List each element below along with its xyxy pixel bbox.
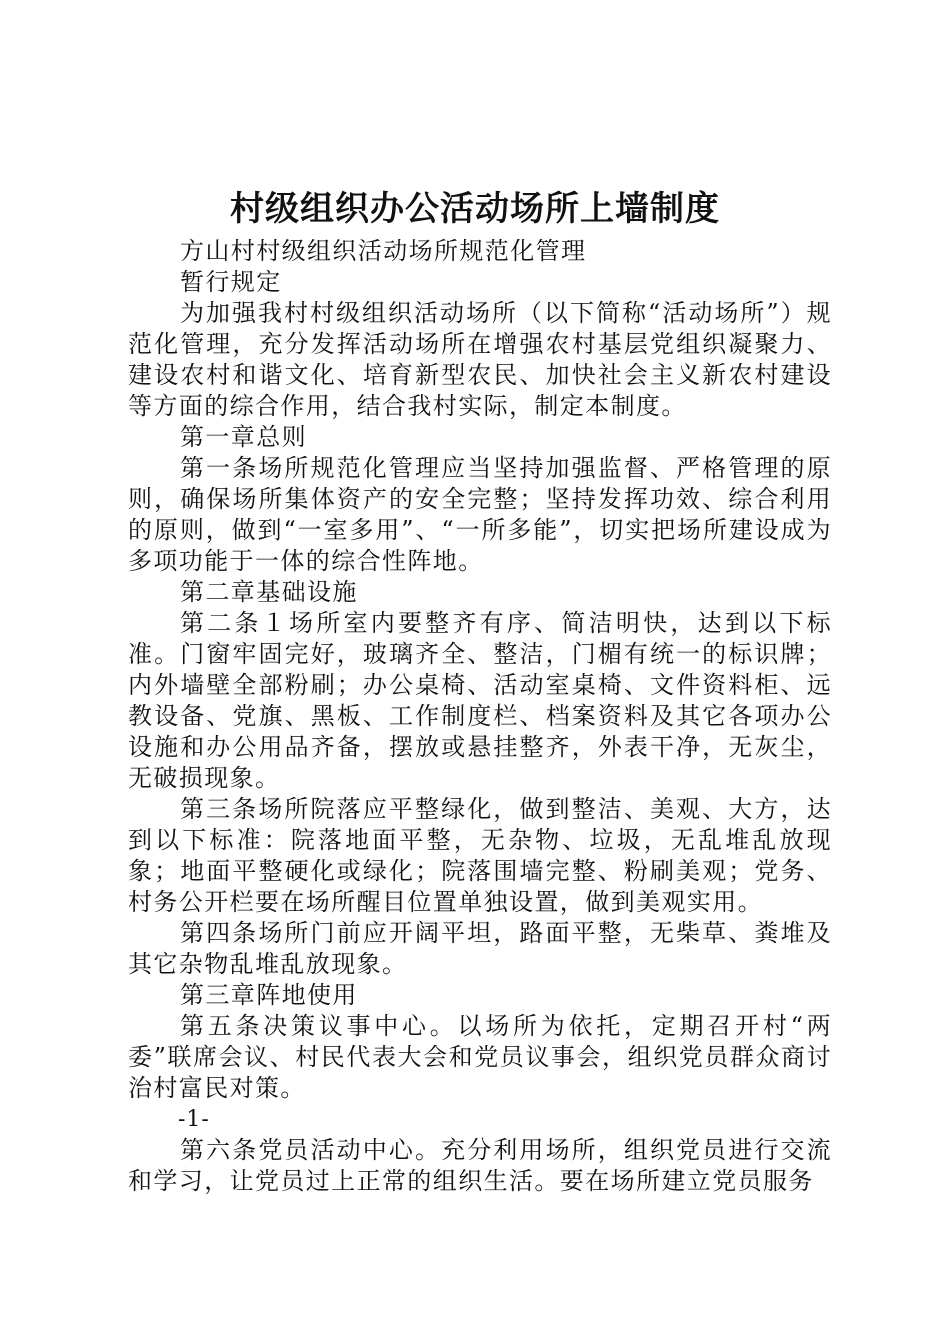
subtitle-line-2: 暂行规定	[180, 268, 282, 296]
article-4: 第四条场所门前应开阔平坦，路面平整，无柴草、粪堆及其它杂物乱堆乱放现象。	[128, 919, 832, 978]
article-3: 第三条场所院落应平整绿化，做到整洁、美观、大方，达到以下标准：院落地面平整，无杂物、垃圾，无乱堆乱放现象；地面平整硬化或绿化；院落围墙完整、粉刷美观；党务、村务公开栏要在场所醒目位置单独设置，做到美观实用。	[128, 795, 832, 916]
chapter-heading-2: 第二章基础设施	[180, 578, 358, 606]
article-6: 第六条党员活动中心。充分利用场所，组织党员进行交流和学习，让党员过上正常的组织生活。要在场所建立党员服务	[128, 1136, 832, 1195]
preamble-paragraph: 为加强我村村级组织活动场所（以下简称“活动场所”）规范化管理，充分发挥活动场所在增强农村基层党组织凝聚力、建设农村和谐文化、培育新型农民、加快社会主义新农村建设等方面的综合作用，结合我村实际，制定本制度。	[128, 299, 832, 420]
article-5: 第五条决策议事中心。以场所为依托，定期召开村“两委”联席会议、村民代表大会和党员议事会，组织党员群众商讨治村富民对策。	[128, 1012, 832, 1102]
article-1: 第一条场所规范化管理应当坚持加强监督、严格管理的原则，确保场所集体资产的安全完整；坚持发挥功效、综合利用的原则，做到“一室多用”、“一所多能”，切实把场所建设成为多项功能于一体的综合性阵地。	[128, 454, 832, 575]
document-body	[128, 236, 832, 1197]
chapter-heading-3: 第三章阵地使用	[180, 981, 358, 1009]
chapter-heading-1: 第一章总则	[180, 423, 307, 451]
article-2: 第二条１场所室内要整齐有序、简洁明快，达到以下标准。门窗牢固完好，玻璃齐全、整洁，门楣有统一的标识牌；内外墙壁全部粉刷；办公桌椅、活动室桌椅、文件资料柜、远教设备、党旗、黑板、工作制度栏、档案资料及其它各项办公设施和办公用品齐备，摆放或悬挂整齐，外表干净，无灰尘，无破损现象。	[128, 609, 832, 792]
page-number: -1-	[178, 1107, 210, 1132]
document-title: 村级组织办公活动场所上墙制度	[230, 189, 720, 229]
subtitle-line-1: 方山村村级组织活动场所规范化管理	[180, 237, 587, 265]
